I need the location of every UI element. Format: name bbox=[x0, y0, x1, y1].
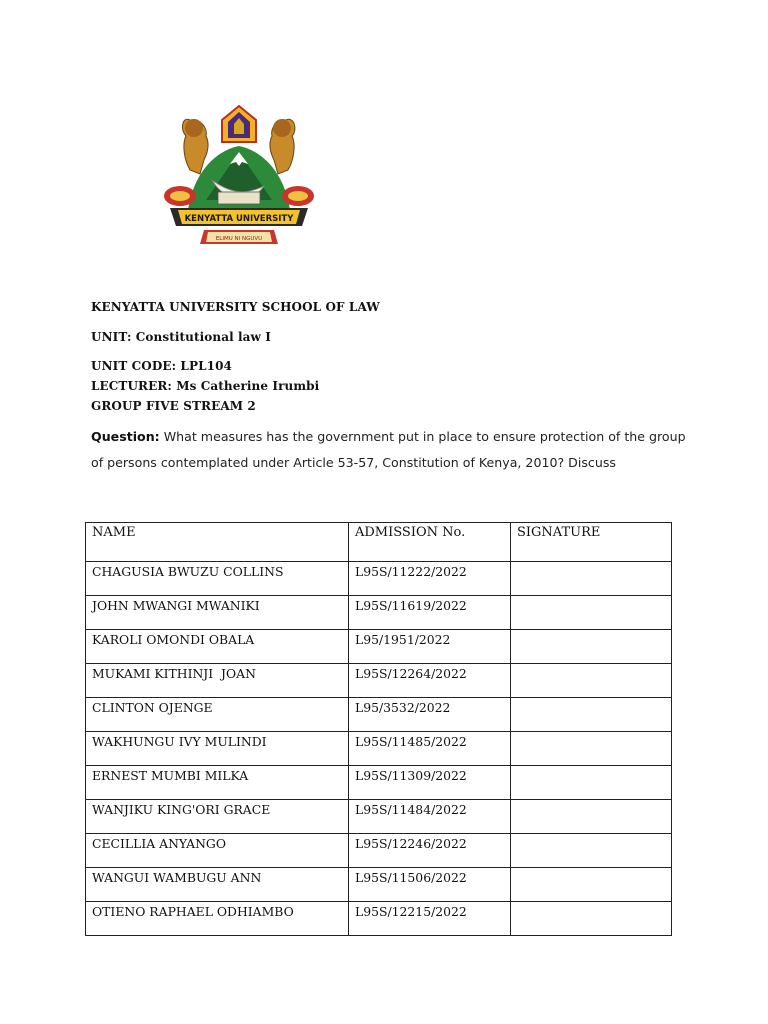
unit-value: Constitutional law I bbox=[135, 330, 271, 344]
member-signature bbox=[511, 766, 672, 800]
unit-label: UNIT: bbox=[91, 330, 132, 344]
crest-motto-text: ELIMU NI NGUVU bbox=[215, 236, 263, 242]
question-paragraph bbox=[91, 424, 691, 476]
table-row bbox=[86, 834, 672, 868]
question-text: What measures has the government put in place to ensure protection of the group of persons contemplated under Article 53-57, Constitution of Kenya, 2010? Discuss bbox=[91, 429, 686, 470]
table-row bbox=[86, 562, 672, 596]
table-row bbox=[86, 766, 672, 800]
member-name: JOHN MWANGI MWANIKI bbox=[86, 596, 349, 630]
member-signature bbox=[511, 562, 672, 596]
unit-code-value: LPL104 bbox=[180, 359, 232, 373]
column-header-signature: SIGNATURE bbox=[511, 523, 672, 562]
member-admission: L95S/11484/2022 bbox=[349, 800, 511, 834]
table-row bbox=[86, 664, 672, 698]
member-signature bbox=[511, 664, 672, 698]
lecturer-label: LECTURER: bbox=[91, 379, 172, 393]
group-members-table bbox=[85, 522, 672, 936]
member-signature bbox=[511, 630, 672, 664]
school-title: KENYATTA UNIVERSITY SCHOOL OF LAW bbox=[91, 300, 380, 314]
table-row bbox=[86, 698, 672, 732]
member-name: WANJIKU KING'ORI GRACE bbox=[86, 800, 349, 834]
member-signature bbox=[511, 800, 672, 834]
member-admission: L95S/11619/2022 bbox=[349, 596, 511, 630]
member-name: MUKAMI KITHINJI JOAN bbox=[86, 664, 349, 698]
member-admission: L95S/12264/2022 bbox=[349, 664, 511, 698]
question-label: Question: bbox=[91, 429, 160, 444]
university-crest-logo bbox=[160, 100, 318, 252]
table-row bbox=[86, 630, 672, 664]
member-signature bbox=[511, 698, 672, 732]
lecturer-value: Ms Catherine Irumbi bbox=[176, 379, 320, 393]
table-row bbox=[86, 732, 672, 766]
column-header-admission: ADMISSION No. bbox=[349, 523, 511, 562]
member-name: CHAGUSIA BWUZU COLLINS bbox=[86, 562, 349, 596]
column-header-name: NAME bbox=[86, 523, 349, 562]
member-name: ERNEST MUMBI MILKA bbox=[86, 766, 349, 800]
member-admission: L95/3532/2022 bbox=[349, 698, 511, 732]
crest-banner-text: KENYATTA UNIVERSITY bbox=[184, 214, 294, 224]
group-title: GROUP FIVE STREAM 2 bbox=[91, 399, 256, 413]
member-signature bbox=[511, 732, 672, 766]
member-signature bbox=[511, 834, 672, 868]
member-admission: L95S/11506/2022 bbox=[349, 868, 511, 902]
table-row bbox=[86, 800, 672, 834]
member-name: CECILLIA ANYANGO bbox=[86, 834, 349, 868]
member-signature bbox=[511, 902, 672, 936]
member-admission: L95S/11222/2022 bbox=[349, 562, 511, 596]
member-admission: L95S/12215/2022 bbox=[349, 902, 511, 936]
member-signature bbox=[511, 868, 672, 902]
unit-line bbox=[91, 330, 271, 344]
table-row bbox=[86, 596, 672, 630]
table-header-row bbox=[86, 523, 672, 562]
member-admission: L95S/12246/2022 bbox=[349, 834, 511, 868]
member-signature bbox=[511, 596, 672, 630]
member-name: CLINTON OJENGE bbox=[86, 698, 349, 732]
table-row bbox=[86, 868, 672, 902]
member-admission: L95/1951/2022 bbox=[349, 630, 511, 664]
unit-code-line bbox=[91, 359, 232, 373]
member-admission: L95S/11309/2022 bbox=[349, 766, 511, 800]
member-admission: L95S/11485/2022 bbox=[349, 732, 511, 766]
unit-code-label: UNIT CODE: bbox=[91, 359, 177, 373]
member-name: OTIENO RAPHAEL ODHIAMBO bbox=[86, 902, 349, 936]
member-name: WANGUI WAMBUGU ANN bbox=[86, 868, 349, 902]
table-row bbox=[86, 902, 672, 936]
lecturer-line bbox=[91, 379, 319, 393]
member-name: KAROLI OMONDI OBALA bbox=[86, 630, 349, 664]
member-name: WAKHUNGU IVY MULINDI bbox=[86, 732, 349, 766]
